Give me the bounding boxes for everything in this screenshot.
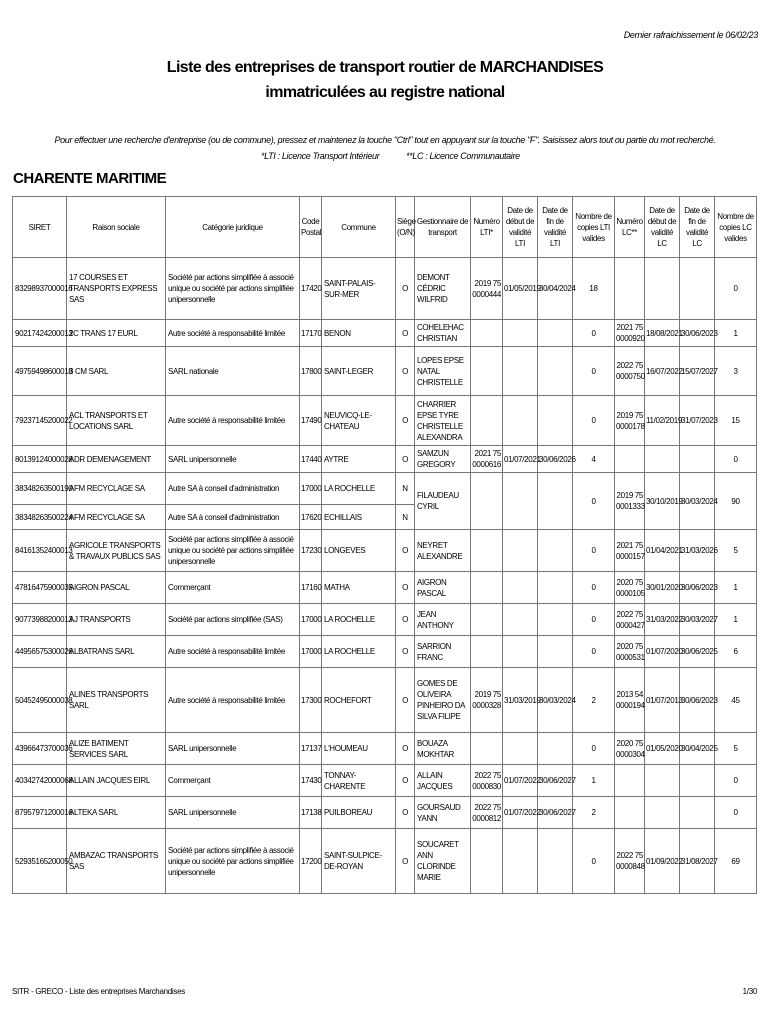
cell-categorie-juridique: Autre société à responsabilité limitée — [166, 396, 300, 446]
cell-gestionnaire: LOPES EPSE NATAL CHRISTELLE — [415, 347, 471, 396]
cell-siret: 83298937000016 — [13, 258, 67, 320]
cell-debut-lc — [645, 765, 680, 797]
footer-source: SITR - GRECO - Liste des entreprises Marchandises — [12, 987, 185, 996]
cell-copies-lc: 5 — [715, 530, 757, 572]
cell-debut-lti: 01/07/2022 — [503, 797, 538, 829]
cell-fin-lti — [538, 473, 573, 530]
cell-copies-lti: 2 — [573, 668, 615, 733]
cell-siege: O — [396, 572, 415, 604]
cell-numero-lc: 2020 75 0000531 — [615, 636, 645, 668]
cell-numero-lc: 2022 75 0000848 — [615, 829, 645, 894]
cell-categorie-juridique: Société par actions simplifiée à associé unique ou société par actions simplifiée unipersonnelle — [166, 258, 300, 320]
cell-raison-sociale: AFM RECYCLAGE SA — [67, 505, 166, 530]
table-header — [13, 197, 757, 258]
cell-commune: AYTRE — [322, 446, 396, 473]
cell-code-postal: 17138 — [300, 797, 322, 829]
table-row — [13, 446, 757, 473]
cell-debut-lti — [503, 320, 538, 347]
cell-commune: BENON — [322, 320, 396, 347]
cell-categorie-juridique: SARL unipersonnelle — [166, 733, 300, 765]
cell-code-postal: 17800 — [300, 347, 322, 396]
cell-raison-sociale: AMBAZAC TRANSPORTS SAS — [67, 829, 166, 894]
table-row — [13, 572, 757, 604]
cell-siret: 43966473700036 — [13, 733, 67, 765]
cell-categorie-juridique: Autre société à responsabilité limitée — [166, 668, 300, 733]
cell-numero-lc: 2019 75 0000178 — [615, 396, 645, 446]
header-numero-lc: Numéro LC** — [615, 197, 645, 258]
cell-copies-lti: 1 — [573, 765, 615, 797]
cell-numero-lc — [615, 765, 645, 797]
cell-siret: 44956575300026 — [13, 636, 67, 668]
cell-categorie-juridique: SARL unipersonnelle — [166, 446, 300, 473]
cell-fin-lti: 30/03/2024 — [538, 668, 573, 733]
cell-fin-lc — [680, 446, 715, 473]
cell-code-postal: 17440 — [300, 446, 322, 473]
header-debut-lti: Date de début de validité LTI — [503, 197, 538, 258]
cell-copies-lc: 15 — [715, 396, 757, 446]
cell-copies-lc: 6 — [715, 636, 757, 668]
cell-fin-lti — [538, 320, 573, 347]
cell-numero-lc: 2022 75 0000750 — [615, 347, 645, 396]
cell-siege: O — [396, 797, 415, 829]
header-fin-lc: Date de fin de validité LC — [680, 197, 715, 258]
cell-numero-lc — [615, 797, 645, 829]
cell-numero-lc: 2013 54 0000194 — [615, 668, 645, 733]
cell-debut-lti — [503, 396, 538, 446]
cell-debut-lc: 30/01/2020 — [645, 572, 680, 604]
cell-copies-lc: 0 — [715, 446, 757, 473]
cell-gestionnaire: NEYRET ALEXANDRE — [415, 530, 471, 572]
cell-copies-lc: 1 — [715, 320, 757, 347]
cell-raison-sociale: ALTEKA SARL — [67, 797, 166, 829]
table-row — [13, 797, 757, 829]
cell-commune: LA ROCHELLE — [322, 473, 396, 505]
cell-categorie-juridique: Autre société à responsabilité limitée — [166, 636, 300, 668]
table-row — [13, 320, 757, 347]
cell-siret: 90773988200013 — [13, 604, 67, 636]
cell-debut-lc: 01/07/2013 — [645, 668, 680, 733]
cell-debut-lc: 16/07/2022 — [645, 347, 680, 396]
cell-code-postal: 17490 — [300, 396, 322, 446]
cell-copies-lti: 4 — [573, 446, 615, 473]
cell-numero-lti: 2022 75 0000812 — [471, 797, 503, 829]
cell-debut-lti — [503, 530, 538, 572]
header-categorie-juridique: Catégorie juridique — [166, 197, 300, 258]
cell-siege: O — [396, 347, 415, 396]
cell-commune: SAINT-PALAIS-SUR-MER — [322, 258, 396, 320]
cell-fin-lti — [538, 530, 573, 572]
cell-fin-lc: 30/06/2023 — [680, 668, 715, 733]
cell-siege: O — [396, 636, 415, 668]
cell-gestionnaire: SARRION FRANC — [415, 636, 471, 668]
cell-numero-lti: 2019 75 0000328 — [471, 668, 503, 733]
cell-commune: ROCHEFORT — [322, 668, 396, 733]
cell-debut-lti: 01/07/2022 — [503, 765, 538, 797]
cell-debut-lc: 01/07/2020 — [645, 636, 680, 668]
refresh-date: Dernier rafraichissement le 06/02/23 — [623, 30, 758, 40]
cell-fin-lc: 30/03/2024 — [680, 473, 715, 530]
cell-gestionnaire: SAMZUN GREGORY — [415, 446, 471, 473]
cell-debut-lc: 30/10/2019 — [645, 473, 680, 530]
cell-numero-lc: 2021 75 0000157 — [615, 530, 645, 572]
lc-note: **LC : Licence Communautaire — [406, 151, 520, 161]
cell-siege: O — [396, 829, 415, 894]
cell-siege: O — [396, 733, 415, 765]
cell-numero-lti — [471, 320, 503, 347]
table-row — [13, 396, 757, 446]
cell-copies-lc: 3 — [715, 347, 757, 396]
cell-raison-sociale: 3 CM SARL — [67, 347, 166, 396]
cell-gestionnaire: COHELEHAC CHRISTIAN — [415, 320, 471, 347]
cell-fin-lti — [538, 636, 573, 668]
cell-fin-lti — [538, 396, 573, 446]
cell-debut-lc: 01/09/2022 — [645, 829, 680, 894]
cell-siege: O — [396, 446, 415, 473]
cell-code-postal: 17230 — [300, 530, 322, 572]
cell-copies-lc: 0 — [715, 258, 757, 320]
cell-raison-sociale: 17 COURSES ET TRANSPORTS EXPRESS SAS — [67, 258, 166, 320]
cell-debut-lti — [503, 347, 538, 396]
cell-categorie-juridique: SARL unipersonnelle — [166, 797, 300, 829]
cell-numero-lc — [615, 446, 645, 473]
cell-gestionnaire: FILAUDEAU CYRIL — [415, 473, 471, 530]
header-debut-lc: Date de début de validité LC — [645, 197, 680, 258]
cell-code-postal: 17170 — [300, 320, 322, 347]
cell-siret: 87957971200016 — [13, 797, 67, 829]
cell-copies-lc: 45 — [715, 668, 757, 733]
cell-code-postal: 17000 — [300, 604, 322, 636]
cell-siege: N — [396, 505, 415, 530]
cell-raison-sociale: AIGRON PASCAL — [67, 572, 166, 604]
cell-copies-lc: 1 — [715, 604, 757, 636]
cell-code-postal: 17620 — [300, 505, 322, 530]
cell-debut-lti: 01/07/2021 — [503, 446, 538, 473]
cell-numero-lti — [471, 572, 503, 604]
cell-raison-sociale: ALINES TRANSPORTS SARL — [67, 668, 166, 733]
cell-numero-lti — [471, 604, 503, 636]
cell-categorie-juridique: Société par actions simplifiée à associé unique ou société par actions simplifiée unipersonnelle — [166, 829, 300, 894]
cell-numero-lti — [471, 396, 503, 446]
cell-siege: O — [396, 320, 415, 347]
cell-copies-lti: 0 — [573, 347, 615, 396]
table-row — [13, 347, 757, 396]
cell-copies-lc: 90 — [715, 473, 757, 530]
cell-copies-lti: 0 — [573, 733, 615, 765]
cell-numero-lc: 2019 75 0001333 — [615, 473, 645, 530]
cell-debut-lti — [503, 473, 538, 530]
cell-code-postal: 17137 — [300, 733, 322, 765]
cell-siret: 50452495000038 — [13, 668, 67, 733]
cell-debut-lc: 18/08/2021 — [645, 320, 680, 347]
cell-gestionnaire: BOUAZA MOKHTAR — [415, 733, 471, 765]
cell-code-postal: 17300 — [300, 668, 322, 733]
cell-categorie-juridique: Commerçant — [166, 765, 300, 797]
region-heading: CHARENTE MARITIME — [13, 170, 167, 187]
table-row — [13, 765, 757, 797]
cell-commune: LONGEVES — [322, 530, 396, 572]
cell-categorie-juridique: Autre SA à conseil d'administration — [166, 505, 300, 530]
page-number: 1/30 — [742, 987, 757, 996]
cell-categorie-juridique: Société par actions simplifiée à associé unique ou société par actions simplifiée unipersonnelle — [166, 530, 300, 572]
cell-fin-lti — [538, 829, 573, 894]
header-siege: Siège (O/N) — [396, 197, 415, 258]
cell-raison-sociale: AJ TRANSPORTS — [67, 604, 166, 636]
cell-fin-lc: 30/06/2023 — [680, 572, 715, 604]
cell-siret: 49759498600018 — [13, 347, 67, 396]
cell-gestionnaire: AIGRON PASCAL — [415, 572, 471, 604]
cell-gestionnaire: ALLAIN JACQUES — [415, 765, 471, 797]
cell-copies-lti: 0 — [573, 829, 615, 894]
cell-debut-lc: 01/04/2021 — [645, 530, 680, 572]
cell-categorie-juridique: Société par actions simplifiée (SAS) — [166, 604, 300, 636]
cell-fin-lc: 15/07/2027 — [680, 347, 715, 396]
cell-fin-lti — [538, 572, 573, 604]
cell-raison-sociale: ACL TRANSPORTS ET LOCATIONS SARL — [67, 396, 166, 446]
companies-table — [12, 196, 757, 894]
cell-commune: SAINT-LEGER — [322, 347, 396, 396]
cell-numero-lti: 2021 75 0000616 — [471, 446, 503, 473]
table-row — [13, 668, 757, 733]
cell-raison-sociale: ALLAIN JACQUES EIRL — [67, 765, 166, 797]
cell-raison-sociale: 2C TRANS 17 EURL — [67, 320, 166, 347]
cell-siret: 52935165200050 — [13, 829, 67, 894]
cell-copies-lti: 0 — [573, 636, 615, 668]
cell-gestionnaire: DEMONT CÉDRIC WILFRID — [415, 258, 471, 320]
header-fin-lti: Date de fin de validité LTI — [538, 197, 573, 258]
lti-note: *LTI : Licence Transport Intérieur — [261, 151, 380, 161]
cell-commune: MATHA — [322, 572, 396, 604]
cell-numero-lti: 2019 75 0000444 — [471, 258, 503, 320]
cell-numero-lti — [471, 347, 503, 396]
cell-commune: LA ROCHELLE — [322, 636, 396, 668]
cell-gestionnaire: GOMES DE OLIVEIRA PINHEIRO DA SILVA FILIPE — [415, 668, 471, 733]
cell-fin-lti: 30/06/2027 — [538, 797, 573, 829]
cell-debut-lti — [503, 572, 538, 604]
cell-debut-lc: 11/02/2019 — [645, 396, 680, 446]
cell-code-postal: 17000 — [300, 473, 322, 505]
table-body — [13, 258, 757, 894]
cell-siret: 84161352400013 — [13, 530, 67, 572]
cell-siret: 38348263500224 — [13, 505, 67, 530]
cell-code-postal: 17430 — [300, 765, 322, 797]
cell-commune: PUILBOREAU — [322, 797, 396, 829]
cell-fin-lc: 30/06/2025 — [680, 636, 715, 668]
cell-siege: O — [396, 530, 415, 572]
header-code-postal: Code Postal — [300, 197, 322, 258]
cell-numero-lti — [471, 829, 503, 894]
cell-categorie-juridique: Autre SA à conseil d'administration — [166, 473, 300, 505]
table-row — [13, 829, 757, 894]
cell-commune: L'HOUMEAU — [322, 733, 396, 765]
header-commune: Commune — [322, 197, 396, 258]
cell-categorie-juridique: Commerçant — [166, 572, 300, 604]
cell-debut-lti — [503, 829, 538, 894]
cell-debut-lti — [503, 636, 538, 668]
table-row — [13, 530, 757, 572]
title-line-1: Liste des entreprises de transport routier de MARCHANDISES — [166, 59, 604, 76]
header-copies-lc: Nombre de copies LC valides — [715, 197, 757, 258]
cell-fin-lti: 30/06/2026 — [538, 446, 573, 473]
cell-code-postal: 17200 — [300, 829, 322, 894]
table-row — [13, 473, 757, 505]
cell-numero-lti — [471, 473, 503, 530]
cell-commune: TONNAY-CHARENTE — [322, 765, 396, 797]
cell-raison-sociale: ADR DEMENAGEMENT — [67, 446, 166, 473]
cell-debut-lti: 01/05/2019 — [503, 258, 538, 320]
cell-fin-lc — [680, 765, 715, 797]
cell-debut-lc — [645, 446, 680, 473]
table-row — [13, 258, 757, 320]
cell-gestionnaire: SOUCARET ANN CLORINDE MARIE — [415, 829, 471, 894]
cell-commune: ECHILLAIS — [322, 505, 396, 530]
cell-code-postal: 17420 — [300, 258, 322, 320]
table-row — [13, 604, 757, 636]
cell-fin-lti: 30/06/2027 — [538, 765, 573, 797]
cell-numero-lc — [615, 258, 645, 320]
cell-copies-lti: 0 — [573, 530, 615, 572]
header-raison-sociale: Raison sociale — [67, 197, 166, 258]
cell-fin-lc: 30/04/2025 — [680, 733, 715, 765]
cell-fin-lc — [680, 797, 715, 829]
cell-siret: 47816475900035 — [13, 572, 67, 604]
header-numero-lti: Numéro LTI* — [471, 197, 503, 258]
cell-gestionnaire: CHARRIER EPSE TYRE CHRISTELLE ALEXANDRA — [415, 396, 471, 446]
cell-copies-lc: 5 — [715, 733, 757, 765]
header-gestionnaire: Gestionnaire de transport — [415, 197, 471, 258]
cell-categorie-juridique: Autre société à responsabilité limitée — [166, 320, 300, 347]
cell-numero-lc: 2021 75 0000920 — [615, 320, 645, 347]
cell-copies-lti: 0 — [573, 572, 615, 604]
cell-numero-lc: 2020 75 0000304 — [615, 733, 645, 765]
cell-siege: O — [396, 396, 415, 446]
page-title — [0, 55, 770, 105]
cell-numero-lc: 2022 75 0000427 — [615, 604, 645, 636]
cell-numero-lti: 2022 75 0000830 — [471, 765, 503, 797]
cell-fin-lti — [538, 733, 573, 765]
cell-gestionnaire: GOURSAUD YANN — [415, 797, 471, 829]
cell-debut-lc: 01/05/2020 — [645, 733, 680, 765]
title-line-2: immatriculées au registre national — [265, 84, 505, 101]
cell-numero-lti — [471, 733, 503, 765]
cell-copies-lti: 2 — [573, 797, 615, 829]
cell-fin-lc: 30/06/2023 — [680, 320, 715, 347]
cell-siret: 90217424200013 — [13, 320, 67, 347]
cell-commune: LA ROCHELLE — [322, 604, 396, 636]
cell-fin-lti — [538, 347, 573, 396]
cell-siege: O — [396, 258, 415, 320]
cell-commune: NEUVICQ-LE-CHATEAU — [322, 396, 396, 446]
cell-copies-lti: 0 — [573, 604, 615, 636]
cell-raison-sociale: AFM RECYCLAGE SA — [67, 473, 166, 505]
cell-siege: O — [396, 604, 415, 636]
cell-siret: 40342742000068 — [13, 765, 67, 797]
cell-copies-lti: 0 — [573, 396, 615, 446]
cell-copies-lc: 0 — [715, 797, 757, 829]
cell-fin-lti — [538, 604, 573, 636]
cell-siege: O — [396, 765, 415, 797]
cell-fin-lc: 31/03/2026 — [680, 530, 715, 572]
cell-fin-lc — [680, 258, 715, 320]
cell-debut-lti — [503, 604, 538, 636]
cell-gestionnaire: JEAN ANTHONY — [415, 604, 471, 636]
cell-copies-lc: 0 — [715, 765, 757, 797]
cell-siret: 38348263500190 — [13, 473, 67, 505]
cell-debut-lc — [645, 797, 680, 829]
cell-numero-lti — [471, 530, 503, 572]
cell-debut-lc — [645, 258, 680, 320]
cell-fin-lc: 30/03/2027 — [680, 604, 715, 636]
cell-siege: N — [396, 473, 415, 505]
cell-raison-sociale: ALBATRANS SARL — [67, 636, 166, 668]
cell-numero-lti — [471, 636, 503, 668]
search-instructions: Pour effectuer une recherche d'entreprise (ou de commune), pressez et maintenez la touche "Ctrl" tout en appuyant sur la touche "F". Saisissez alors tout ou partie du mot recherché. — [54, 135, 716, 145]
cell-numero-lc: 2020 75 0000105 — [615, 572, 645, 604]
cell-debut-lti: 31/03/2019 — [503, 668, 538, 733]
table-row — [13, 636, 757, 668]
cell-fin-lc: 31/08/2027 — [680, 829, 715, 894]
header-siret: SIRET — [13, 197, 67, 258]
cell-categorie-juridique: SARL nationale — [166, 347, 300, 396]
cell-code-postal: 17000 — [300, 636, 322, 668]
cell-siret: 80139124000028 — [13, 446, 67, 473]
cell-copies-lc: 69 — [715, 829, 757, 894]
cell-code-postal: 17160 — [300, 572, 322, 604]
cell-copies-lc: 1 — [715, 572, 757, 604]
cell-raison-sociale: ALIZE BATIMENT SERVICES SARL — [67, 733, 166, 765]
cell-copies-lti: 0 — [573, 473, 615, 530]
header-copies-lti: Nombre de copies LTI valides — [573, 197, 615, 258]
cell-siret: 79237145200022 — [13, 396, 67, 446]
cell-debut-lc: 31/03/2022 — [645, 604, 680, 636]
table-row — [13, 733, 757, 765]
cell-copies-lti: 18 — [573, 258, 615, 320]
cell-siege: O — [396, 668, 415, 733]
cell-copies-lti: 0 — [573, 320, 615, 347]
cell-raison-sociale: AGRICOLE TRANSPORTS & TRAVAUX PUBLICS SAS — [67, 530, 166, 572]
cell-commune: SAINT-SULPICE-DE-ROYAN — [322, 829, 396, 894]
cell-fin-lc: 31/07/2023 — [680, 396, 715, 446]
cell-debut-lti — [503, 733, 538, 765]
cell-fin-lti: 30/04/2024 — [538, 258, 573, 320]
